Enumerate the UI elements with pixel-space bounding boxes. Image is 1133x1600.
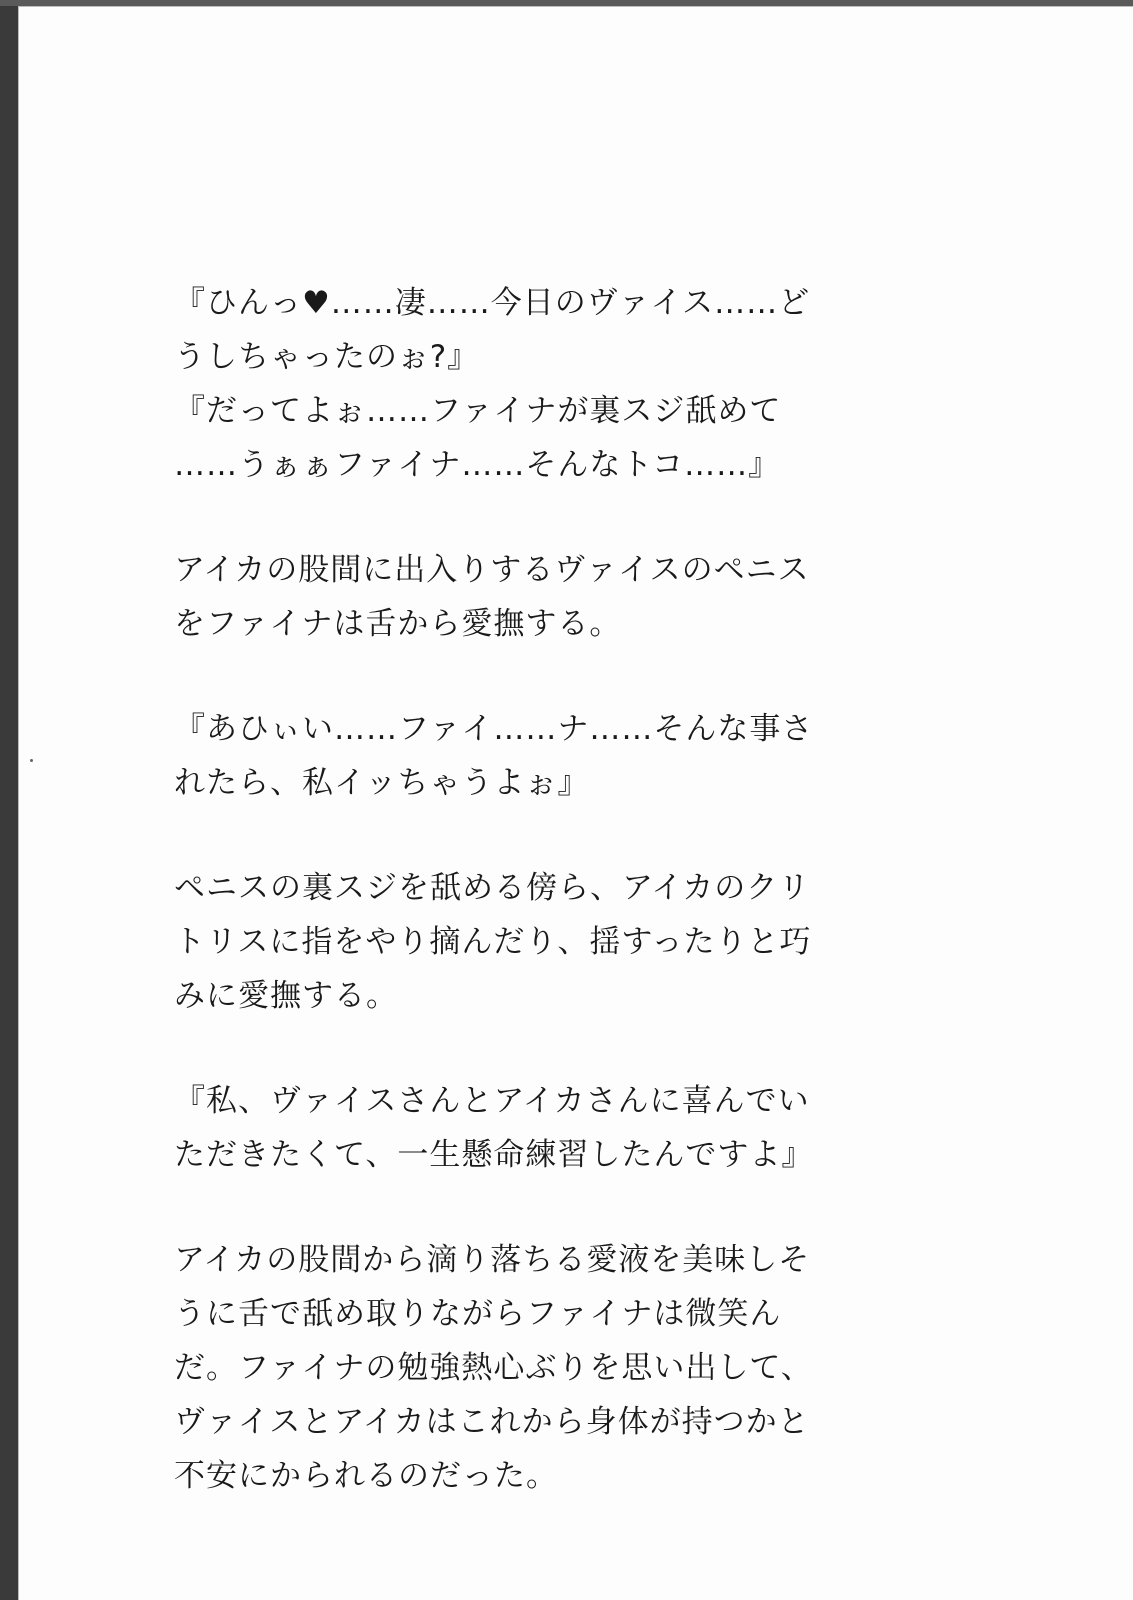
body-text [174,276,894,1554]
paragraph-4 [174,861,894,1023]
text-line: うに舌で舐め取りながらファイナは微笑ん [174,1296,782,1332]
text-line: をファイナは舌から愛撫する。 [174,606,622,642]
text-line: トリスに指をやり摘んだり、揺すったりと巧 [174,924,812,960]
text-line: みに愛撫する。 [174,978,398,1014]
text-line: ……うぁぁファイナ……そんなトコ……』 [174,447,781,483]
paragraph-2 [174,543,894,651]
text-line: 『だってよぉ……ファイナが裏スジ舐めて [174,393,782,429]
text-line: れたら、私イッちゃうよぉ』 [174,765,590,801]
text-line: ヴァイスとアイカはこれから身体が持つかと [174,1404,810,1440]
text-line: アイカの股間に出入りするヴァイスのペニス [174,552,810,588]
scan-speck [30,759,33,762]
text-line: アイカの股間から滴り落ちる愛液を美味しそ [174,1242,811,1278]
text-line: 『私、ヴァイスさんとアイカさんに喜んでい [174,1083,810,1119]
paragraph-1 [174,276,894,492]
paragraph-6 [174,1233,894,1503]
text-line: 『ひんっ♥……凄……今日のヴァイス……ど [174,285,811,321]
paragraph-5 [174,1074,894,1182]
paragraph-3 [174,702,894,810]
text-line: 不安にかられるのだった。 [174,1458,558,1494]
text-line: ただきたくて、一生懸命練習したんですよ』 [174,1137,814,1173]
text-line: 『あひぃい……ファイ……ナ……そんな事さ [174,711,814,747]
text-line: だ。ファイナの勉強熱心ぶりを思い出して、 [174,1350,813,1386]
text-line: ペニスの裏スジを舐める傍ら、アイカのクリ [174,870,811,906]
text-line: うしちゃったのぉ?』 [174,339,480,375]
